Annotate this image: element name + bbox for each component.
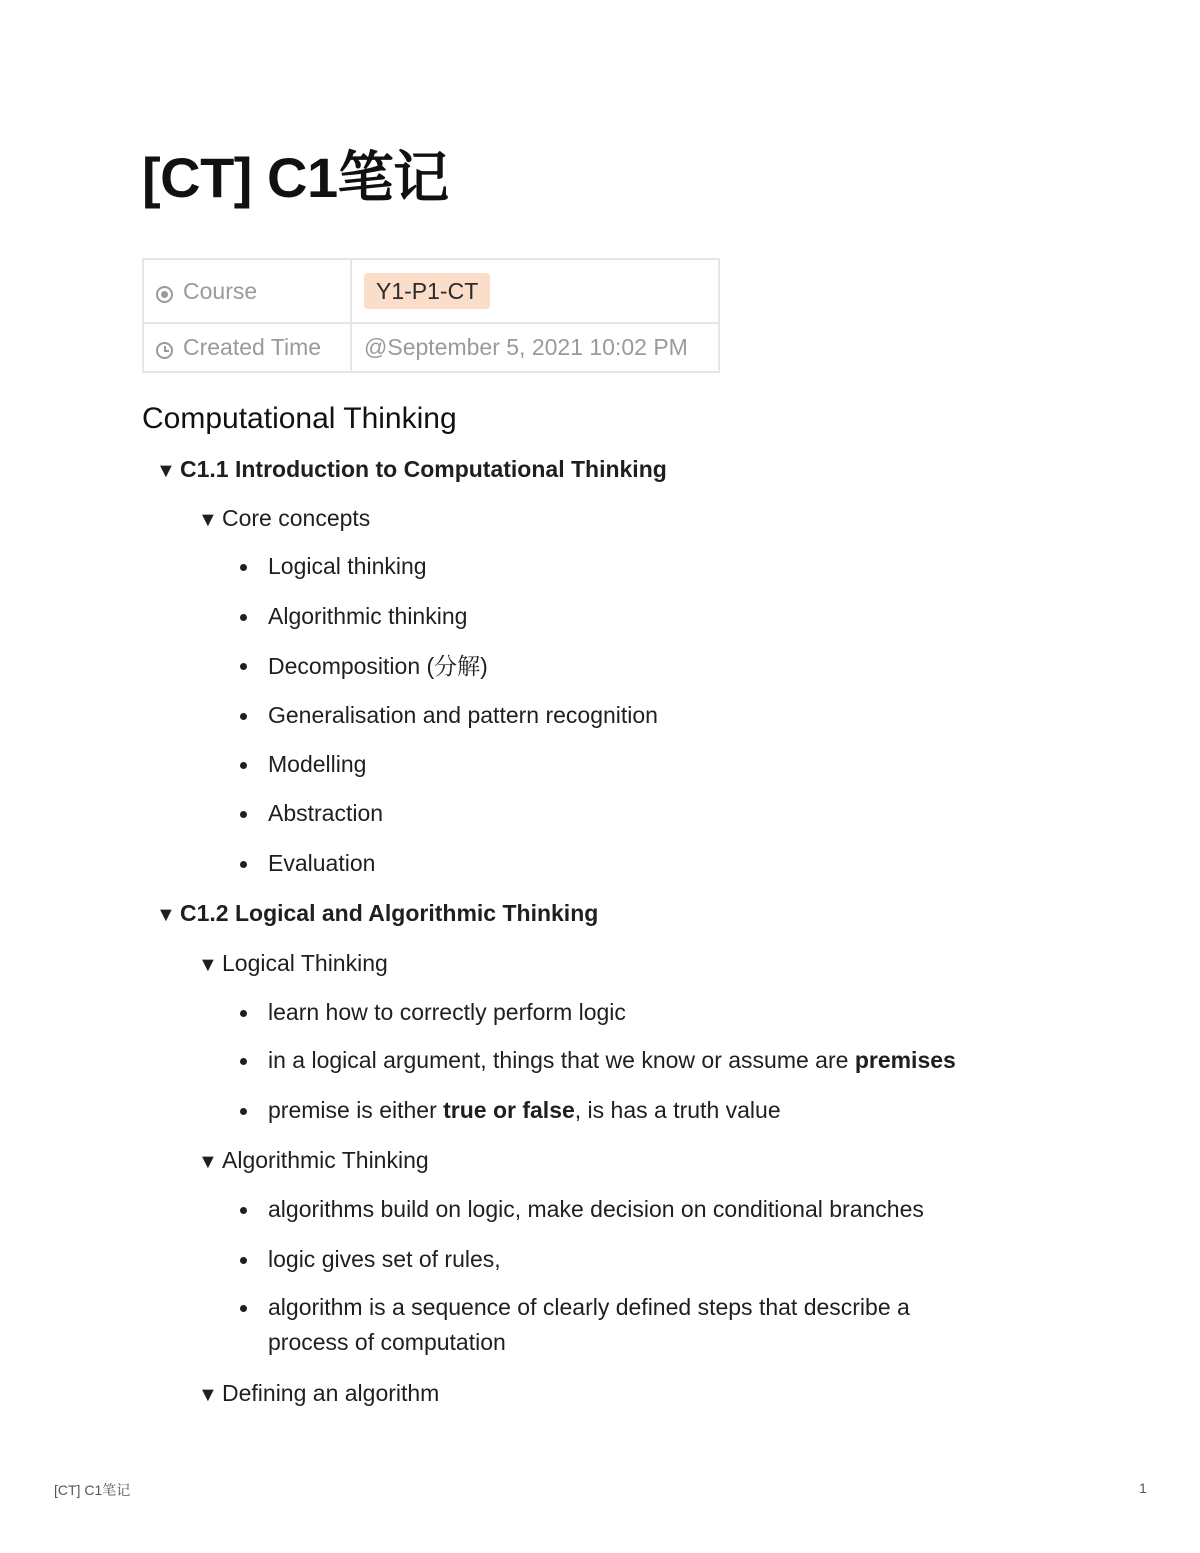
footer-page-number: 1 xyxy=(1139,1480,1147,1496)
created-time-value: @September 5, 2021 10:02 PM xyxy=(364,334,688,360)
bullet-icon xyxy=(240,1257,247,1264)
page-title: [CT] C1笔记 xyxy=(142,146,449,209)
toggle-label: Algorithmic Thinking xyxy=(222,1147,429,1173)
bullet-icon xyxy=(240,1305,247,1312)
property-value[interactable] xyxy=(351,259,719,323)
list-item: Evaluation xyxy=(268,850,376,876)
toggle-label: Defining an algorithm xyxy=(222,1380,440,1406)
text-run: , is has a truth value xyxy=(574,1097,781,1123)
bullet-icon xyxy=(240,811,247,818)
toggle-label: C1.2 Logical and Algorithmic Thinking xyxy=(180,900,599,926)
bullet-icon xyxy=(240,1010,247,1017)
list-item xyxy=(268,1095,781,1125)
bold-text: premises xyxy=(854,1047,956,1073)
property-row-created-time xyxy=(143,323,719,372)
toggle-label: C1.1 Introduction to Computational Thinking xyxy=(180,456,667,482)
list-item: algorithm is a sequence of clearly defined steps that describe a xyxy=(268,1294,910,1320)
list-item: Modelling xyxy=(268,751,367,777)
toggle-defining-algorithm[interactable] xyxy=(198,1378,439,1410)
property-row-course xyxy=(143,259,719,323)
list-item: Logical thinking xyxy=(268,553,427,579)
list-item: algorithms build on logic, make decision on conditional branches xyxy=(268,1196,924,1222)
toggle-label: Logical Thinking xyxy=(222,950,388,976)
list-item: learn how to correctly perform logic xyxy=(268,999,626,1025)
toggle-c1-1[interactable] xyxy=(156,454,667,486)
list-item: Decomposition (分解) xyxy=(268,653,488,679)
property-value xyxy=(351,323,719,372)
toggle-arrow-icon[interactable]: ▼ xyxy=(156,904,176,926)
list-item: Generalisation and pattern recognition xyxy=(268,702,658,728)
bullet-icon xyxy=(240,1108,247,1115)
toggle-arrow-icon[interactable]: ▼ xyxy=(198,954,218,976)
list-item: Algorithmic thinking xyxy=(268,603,468,629)
list-item: Abstraction xyxy=(268,800,384,826)
toggle-arrow-icon[interactable]: ▼ xyxy=(198,1151,218,1173)
toggle-algorithmic-thinking[interactable] xyxy=(198,1145,429,1177)
bullet-icon xyxy=(240,564,247,571)
select-icon xyxy=(156,286,173,303)
property-key xyxy=(143,323,351,372)
bullet-icon xyxy=(240,663,247,670)
toggle-arrow-icon[interactable]: ▼ xyxy=(156,460,176,482)
list-item xyxy=(268,1045,956,1075)
section-heading: Computational Thinking xyxy=(142,402,457,435)
bullet-icon xyxy=(240,762,247,769)
clock-icon xyxy=(156,342,173,359)
course-tag[interactable]: Y1-P1-CT xyxy=(364,273,490,309)
toggle-logical-thinking[interactable] xyxy=(198,948,388,980)
bullet-icon xyxy=(240,614,247,621)
list-item-continuation: process of computation xyxy=(268,1329,506,1355)
bullet-icon xyxy=(240,1058,247,1065)
property-label-created-time: Created Time xyxy=(183,334,322,360)
property-key xyxy=(143,259,351,323)
bullet-icon xyxy=(240,713,247,720)
property-label-course: Course xyxy=(183,277,258,304)
toggle-label: Core concepts xyxy=(222,505,371,531)
bullet-icon xyxy=(240,861,247,868)
text-run: premise is either xyxy=(268,1097,444,1123)
text-run: in a logical argument, things that we know or assume are xyxy=(268,1047,855,1073)
bold-text: true or false xyxy=(443,1097,575,1123)
toggle-arrow-icon[interactable]: ▼ xyxy=(198,509,218,531)
bullet-icon xyxy=(240,1207,247,1214)
toggle-arrow-icon[interactable]: ▼ xyxy=(198,1384,218,1406)
footer-title: [CT] C1笔记 xyxy=(54,1482,131,1498)
toggle-core-concepts[interactable] xyxy=(198,503,370,535)
properties-table xyxy=(142,258,720,373)
list-item: logic gives set of rules, xyxy=(268,1246,501,1272)
toggle-c1-2[interactable] xyxy=(156,898,598,930)
